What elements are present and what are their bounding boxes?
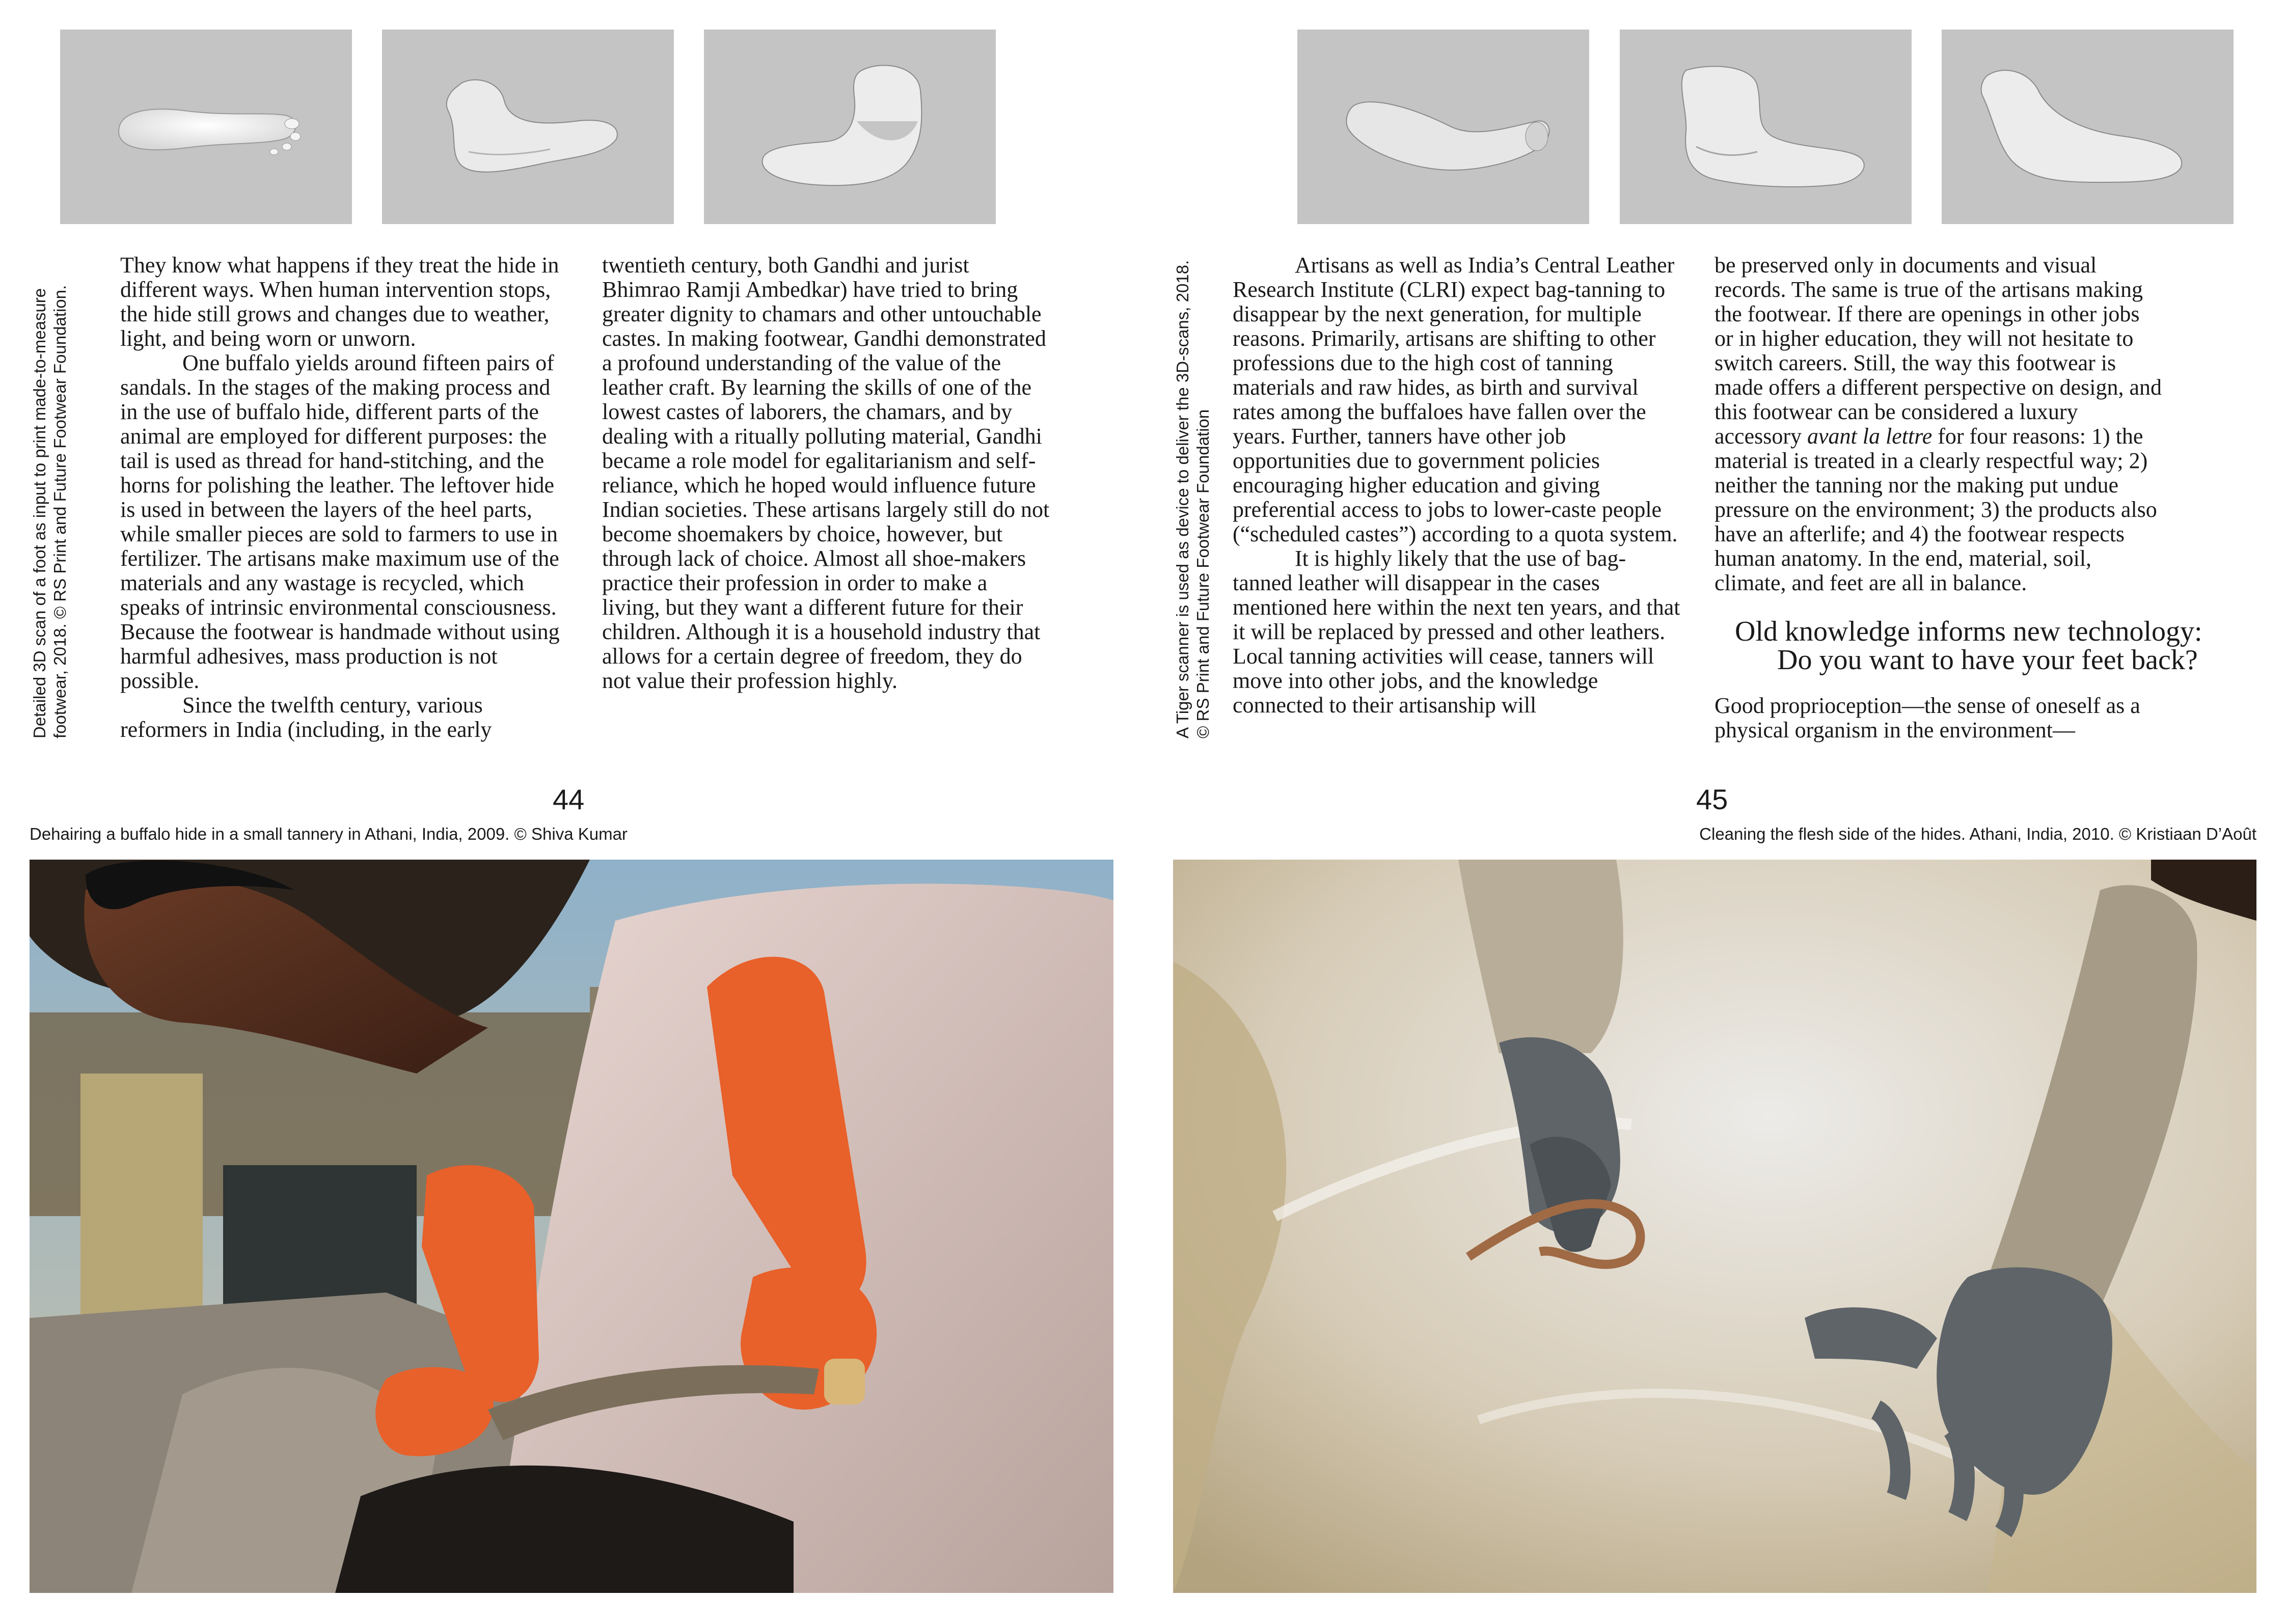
paragraph: It is highly likely that the use of bag-tanned leather will disappear in the cases mentioned here within the next ten years, and that it will be replaced by pressed and other leathers. Local tanning activities will cease, tanners will move into other jobs, and the knowledge connected to their artisanship will: [1233, 546, 1680, 718]
photo-caption-left: Dehairing a buffalo hide in a small tannery in Athani, India, 2009. © Shiva Kumar: [30, 824, 628, 843]
paragraph: One buffalo yields around fifteen pairs of sandals. In the stages of the making process and in the use of buffalo hide, different parts of the animal are employed for different purposes: the tail is used as thread for hand-stitching, and the horns for polishing the leather. The leftover hide is used in between the layers of the heel parts, while smaller pieces are sold to farmers to use in fertilizer. The artisans make maximum use of the materials and any wastage is recycled, which speaks of intrinsic environmental consciousness. Because the footwear is handmade without using harmful adhesives, mass production is not possible.: [120, 350, 560, 693]
foot-scan-ankle-image: [704, 30, 996, 224]
paragraph: [1715, 253, 2163, 595]
pull-quote-line1: Old knowledge informs new technology:: [1735, 616, 2202, 647]
left-column-2: [602, 253, 1050, 693]
side-caption-left: [30, 250, 70, 738]
dehairing-photo: [30, 860, 1113, 1593]
pull-quote: [1721, 617, 2230, 674]
right-column-2-continued: [1715, 694, 2163, 742]
flesh-cleaning-photo: [1173, 860, 2256, 1593]
right-column-2: [1715, 253, 2163, 595]
left-column-1: [120, 253, 568, 742]
right-column-1: [1233, 253, 1681, 718]
foot-scan-lateral-image: [1942, 30, 2234, 224]
paragraph: They know what happens if they treat the hide in different ways. When human intervention stops, the hide still grows and changes due to weather, light, and being worn or unworn.: [120, 253, 559, 351]
paragraph: Artisans as well as India’s Central Leather Research Institute (CLRI) expect bag-tanning to disappear by the next generation, for multiple reasons. Primarily, artisans are shifting to other professions due to the high cost of tanning materials and raw hides, as birth and survival rates among the buffaloes have fallen over the years. Further, tanners have other job opportunities due to government policies encouraging higher education and giving preferential access to jobs to lower-caste people (“scheduled castes”) according to a quota system.: [1233, 253, 1678, 546]
pull-quote-line2: Do you want to have your feet back?: [1777, 644, 2198, 676]
page-number-right: 45: [1696, 783, 1728, 815]
foot-scan-sole-image: [60, 30, 352, 224]
side-caption-right-line2: © RS Print and Future Footwear Foundation: [1193, 409, 1212, 738]
side-caption-left-text: Detailed 3D scan of a foot as input to print made-to-measure footwear, 2018. © RS Print and Future Footwear Foundation.: [30, 285, 69, 738]
paragraph-text: for four reasons: 1) the material is treated in a clearly respectful way; 2) neither the tanning nor the making put undue pressure on the environment; 3) the products also have an afterlife; and 4) the footwear respects human anatomy. In the end, material, soil, climate, and feet are all in balance.: [1715, 424, 2157, 595]
paragraph: Good proprioception—the sense of oneself as a physical organism in the environment—: [1715, 693, 2140, 742]
side-caption-right-line1: A Tiger scanner is used as device to deliver the 3D-scans, 2018.: [1173, 260, 1192, 738]
foot-scan-side-image: [382, 30, 674, 224]
photo-caption-right: Cleaning the flesh side of the hides. Athani, India, 2010. © Kristiaan D’Août: [1699, 824, 2256, 843]
paragraph: twentieth century, both Gandhi and jurist Bhimrao Ramji Ambedkar) have tried to bring greater dignity to chamars and other untouchable castes. In making footwear, Gandhi demonstrated a profound understanding of the value of the leather craft. By learning the skills of one of the lowest castes of laborers, the chamars, and by dealing with a ritually polluting material, Gandhi became a role model for egalitarianism and self-reliance, which he hoped would influence future Indian societies. These artisans largely still do not become shoemakers by choice, however, but through lack of choice. Almost all shoe-makers practice their profession in order to make a living, but they want a different future for their children. Although it is a household industry that allows for a certain degree of freedom, they do not value their profession highly.: [602, 253, 1050, 693]
foot-scan-back-image: [1620, 30, 1912, 224]
side-caption-right: [1173, 260, 1213, 738]
paragraph-text: be preserved only in documents and visual records. The same is true of the artisans making the footwear. If there are openings in other jobs or in higher education, they will not hesitate to switch careers. Still, the way this footwear is made offers a different perspective on design, and this footwear can be considered a luxury accessory: [1715, 253, 2162, 449]
page-number-left: 44: [553, 783, 585, 815]
paragraph: Since the twelfth century, various reformers in India (including, in the early: [120, 693, 492, 742]
foot-scan-heel-image: [1297, 30, 1589, 224]
italic-phrase: avant la lettre: [1807, 424, 1933, 449]
